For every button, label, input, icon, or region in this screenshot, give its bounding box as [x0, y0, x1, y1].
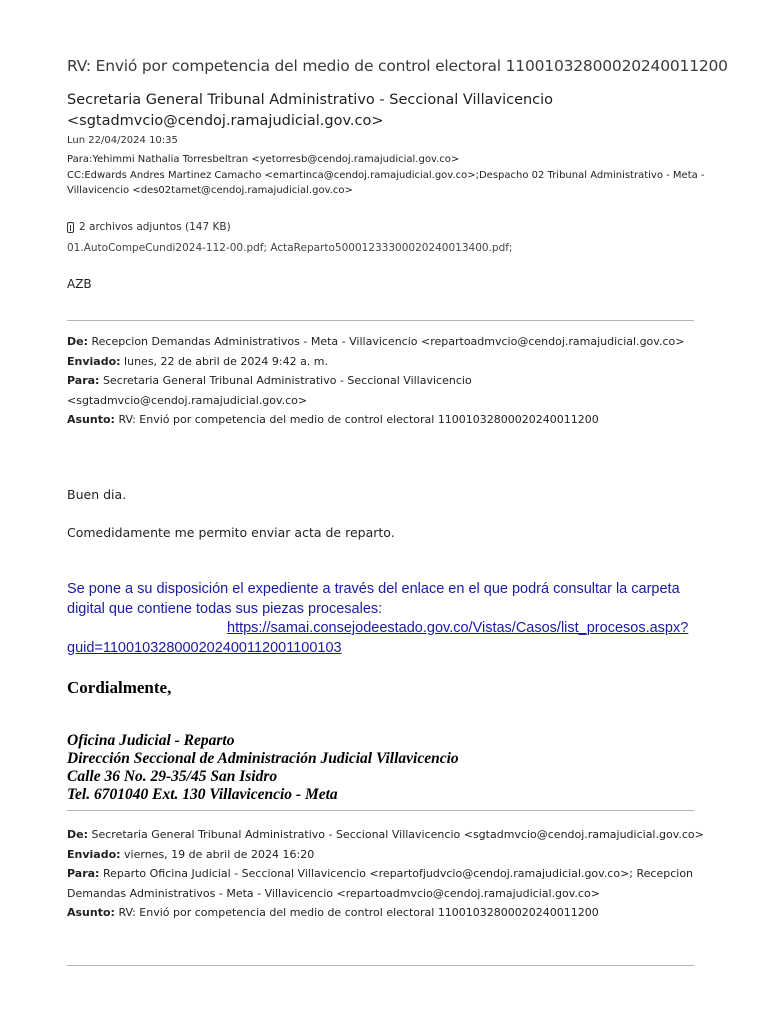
email-subject: RV: Envió por competencia del medio de control electoral 11001032800020240011200: [67, 57, 728, 75]
forward1-to: Para: Secretaria General Tribunal Administrativo - Seccional Villavicencio: [67, 374, 472, 387]
forward2-to-line2: Demandas Administrativos - Meta - Villavicencio <repartoadmvcio@cendoj.ramajudicial.gov.co>: [67, 886, 600, 900]
forward2-sent: Enviado: viernes, 19 de abril de 2024 16:20: [67, 847, 315, 861]
attachments-list[interactable]: 01.AutoCompeCundi2024-112-00.pdf; ActaReparto50001233300020240013400.pdf;: [67, 242, 513, 254]
forward1-sent: Enviado: lunes, 22 de abril de 2024 9:42 a. m.: [67, 354, 329, 368]
divider: [67, 320, 694, 321]
divider: [67, 965, 694, 966]
forward2-subject: Asunto: RV: Envió por competencia del medio de control electoral 11001032800020240011200: [67, 906, 599, 919]
attachments-summary[interactable]: [67, 221, 231, 233]
body-message: Comedidamente me permito enviar acta de reparto.: [67, 525, 395, 540]
forward2-header: [67, 825, 704, 923]
sender-block: [67, 90, 553, 132]
forward1-subject: Asunto: RV: Envió por competencia del medio de control electoral 11001032800020240011200: [67, 413, 599, 426]
cc-recipients-line1: CC:Edwards Andres Martinez Camacho <emartinca@cendoj.ramajudicial.gov.co>;Despacho 02 Tribunal Administrativo - Meta -: [67, 170, 705, 181]
divider: [67, 810, 694, 811]
forward1-to-email: <sgtadmvcio@cendoj.ramajudicial.gov.co>: [67, 393, 308, 407]
forward2-to: Para: Reparto Oficina Judicial - Seccional Villavicencio <repartofjudvcio@cendoj.ramajudicial.gov.co>; Recepcion: [67, 867, 694, 880]
cc-recipients-line2: Villavicencio <des02tamet@cendoj.ramajudicial.gov.co>: [67, 185, 353, 196]
greeting: Buen dia.: [67, 487, 127, 502]
email-date: Lun 22/04/2024 10:35: [67, 135, 178, 146]
signature-line3: Calle 36 No. 29-35/45 San Isidro: [67, 768, 278, 785]
sender-name[interactable]: Secretaria General Tribunal Administrativo - Seccional Villavicencio: [67, 92, 554, 108]
paperclip-icon: [67, 222, 74, 233]
signature-line1: Oficina Judicial - Reparto: [67, 732, 235, 749]
signature-block: [67, 732, 459, 804]
closing: Cordialmente,: [67, 678, 172, 697]
attachments-count: 2 archivos adjuntos (147 KB): [79, 221, 231, 233]
signature-line4: Tel. 6701040 Ext. 130 Villavicencio - Meta: [67, 786, 338, 803]
forward1-from: De: Recepcion Demandas Administrativos - Meta - Villavicencio <repartoadmvcio@cendoj.ramajudicial.gov.co>: [67, 335, 685, 348]
sender-email[interactable]: <sgtadmvcio@cendoj.ramajudicial.gov.co>: [67, 113, 384, 129]
forward1-header: [67, 332, 684, 430]
signature-line2: Dirección Seccional de Administración Judicial Villavicencio: [67, 750, 459, 767]
forward2-from: De: Secretaria General Tribunal Administrativo - Seccional Villavicencio <sgtadmvcio@cendoj.ramajudicial.gov.co>: [67, 828, 704, 841]
body-initials: AZB: [67, 277, 92, 291]
notice-paragraph: [67, 580, 715, 658]
to-recipients: Para:Yehimmi Nathalia Torresbeltran <yetorresb@cendoj.ramajudicial.gov.co>: [67, 154, 460, 165]
case-link[interactable]: https://samai.consejodeestado.gov.co/Vistas/Casos/list_procesos.aspx? guid=110010328000202400112001100103: [67, 620, 689, 656]
notice-text: Se pone a su disposición el expediente a través del enlace en el que podrá consultar la carpeta digital que contiene todas sus piezas procesales:: [67, 581, 680, 617]
